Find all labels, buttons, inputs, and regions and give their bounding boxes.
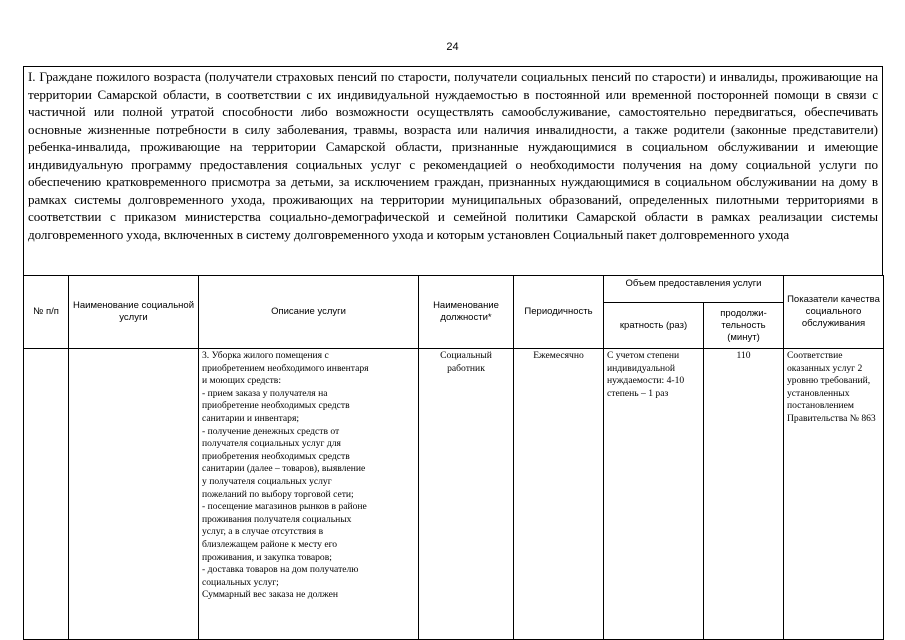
header-description: Описание услуги	[199, 276, 419, 349]
header-periodicity: Периодичность	[514, 276, 604, 349]
table-row	[24, 349, 884, 640]
header-volume: Объем предоставления услуги	[604, 276, 784, 303]
section-intro-text: I. Граждане пожилого возраста (получатели страховых пенсий по старости, получатели социальных пенсий по старости) и инвалиды, проживающие на территории Самарской области, в соответствии с их индивидуальной нуждаемостью в постоянной или временной посторонней помощи в связи с частичной или полной утратой способности либо возможности осуществлять самообслуживание, самостоятельно передвигаться, обеспечивать основные жизненные потребности в силу заболевания, травмы, возраста или наличия инвалидности, а также родители (законные представители) ребенка-инвалида, проживающие на территории Самарской области, признанные нуждающимися в социальном обслуживании и имеющие индивидуальную программу предоставления социальных услуг с рекомендацией о необходимости получения на дому социальной услуги по обеспечению кратковременного присмотра за детьми, за исключением граждан, признанных нуждающимися в социальном обслуживании на дому в рамках системы долговременного ухода, проживающих на территории муниципальных образований, определенных пилотными территориями в соответствии с приказом министерства социально-демографической и семейной политики Самарской области в рамках реализации системы долговременного ухода, включенных в систему долговременного ухода и которым установлен Социальный пакет долговременного ухода	[23, 66, 883, 276]
header-position: Наименование должности*	[419, 276, 514, 349]
header-multiplicity: кратность (раз)	[604, 303, 704, 349]
page-number: 24	[446, 41, 459, 53]
description-line: приобретения необходимых средств	[202, 450, 350, 462]
description-line: Суммарный вес заказа не должен	[202, 589, 338, 601]
description-line: близлежащем районе к месту его	[202, 538, 338, 550]
header-service-name: Наименование социальной услуги	[69, 276, 199, 349]
cell-periodicity: Ежемесячно	[514, 349, 604, 640]
header-num: № п/п	[24, 276, 69, 349]
services-table	[23, 275, 884, 640]
cell-duration: 110	[704, 349, 784, 640]
description-line: 3. Уборка жилого помещения с	[202, 350, 329, 361]
description-line: - посещение магазинов рынков в районе	[202, 501, 367, 513]
description-line: приобретением необходимого инвентаря	[202, 362, 369, 374]
description-line: проживания, и закупка товаров;	[202, 551, 332, 563]
description-line: - получение денежных средств от	[202, 425, 340, 437]
description-line: - прием заказа у получателя на	[202, 387, 328, 399]
cell-multiplicity: С учетом степени индивидуальной нуждаемости: 4-10 степень – 1 раз	[604, 349, 704, 640]
cell-num	[24, 349, 69, 640]
description-line: - доставка товаров на дом получателю	[202, 564, 359, 576]
header-quality: Показатели качества социального обслуживания	[784, 276, 884, 349]
description-line: санитарии и инвентаря;	[202, 412, 300, 424]
cell-position: Социальный работник	[419, 349, 514, 640]
table-header-row-1	[24, 276, 884, 303]
description-line: пожеланий по выбору торговой сети;	[202, 488, 354, 500]
description-line: санитарии (далее – товаров), выявление	[202, 463, 366, 475]
cell-description	[199, 349, 419, 640]
cell-service-name	[69, 349, 199, 640]
description-line: проживания получателя социальных	[202, 513, 352, 525]
description-line: услуг, а в случае отсутствия в	[202, 526, 324, 538]
description-line: и моющих средств:	[202, 375, 281, 387]
cell-quality: Соответствие оказанных услуг 2 уровню требований, установленных постановлением Правительства № 863	[784, 349, 884, 640]
description-line: получателя социальных услуг для	[202, 438, 341, 450]
description-line: приобретение необходимых средств	[202, 400, 350, 412]
description-line: социальных услуг;	[202, 576, 279, 588]
description-line: у получателя социальных услуг	[202, 475, 332, 487]
header-duration: продолжи-тельность (минут)	[704, 303, 784, 349]
